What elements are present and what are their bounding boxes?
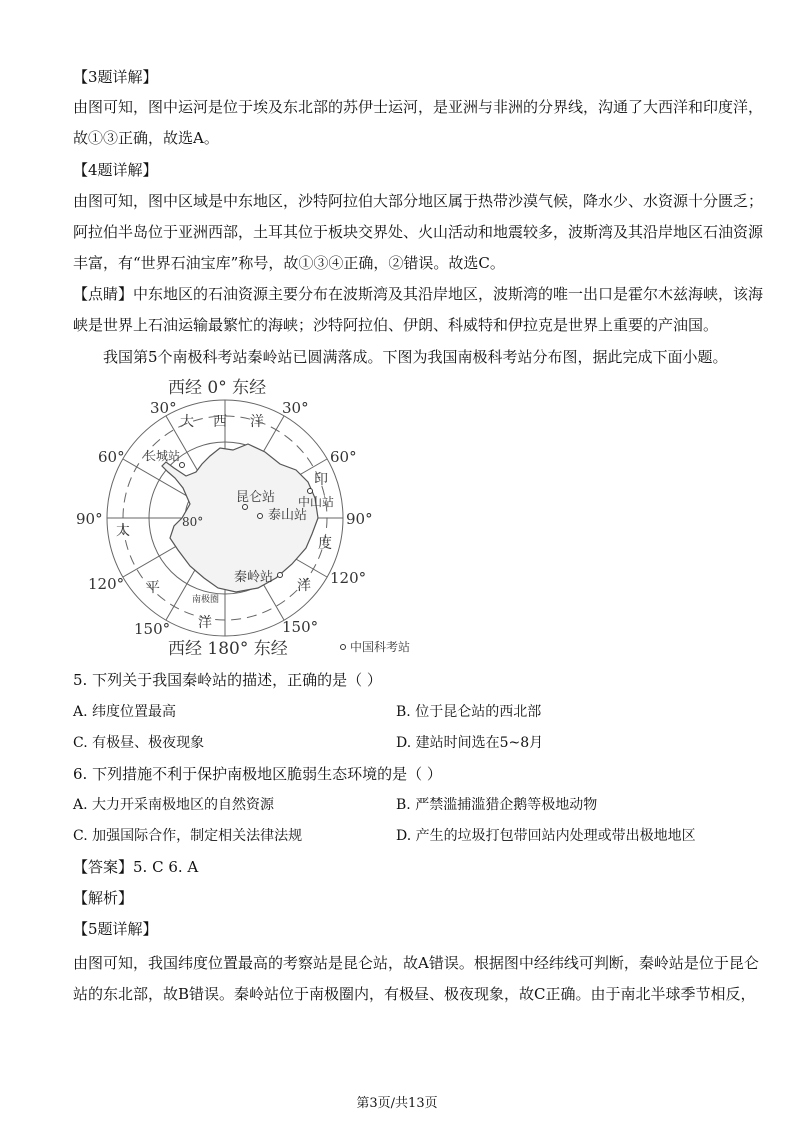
station-zhongshan-label: 中山站	[298, 495, 335, 509]
q3-text-line-2: 故①③正确，故选A。	[73, 129, 219, 147]
ocean-indian-3: 洋	[297, 578, 311, 594]
q3-heading: 【3题详解】	[73, 68, 158, 86]
lat-80-label: 80°	[182, 515, 204, 529]
q5-detail-heading: 【5题详解】	[73, 920, 158, 938]
q5-option-b: B. 位于昆仑站的西北部	[396, 704, 542, 720]
lon-150e-label: 150°	[282, 618, 319, 636]
q6-option-c: C. 加强国际合作，制定相关法律法规	[73, 828, 303, 844]
lon-60w-label: 60°	[98, 448, 125, 466]
ocean-pacific-2: 平	[146, 580, 160, 596]
tip-line-2: 峡是世界上石油运输最繁忙的海峡；沙特阿拉伯、伊朗、科威特和伊拉克是世界上重要的产油国。	[73, 316, 719, 334]
lon-90w-label: 90°	[76, 510, 103, 528]
station-qinling-label: 秦岭站	[234, 570, 274, 585]
station-kunlun-label: 昆仑站	[236, 490, 276, 505]
kunlun-station-marker	[243, 505, 248, 510]
lon-60e-label: 60°	[330, 448, 357, 466]
q4-text-line-1: 由图可知，图中区域是中东地区，沙特阿拉伯大部分地区属于热带沙漠气候，降水少、水资源十分匮乏；	[73, 192, 764, 210]
ocean-atlantic-1: 大	[180, 414, 194, 430]
station-taishan-label: 泰山站	[268, 508, 308, 523]
q5-detail-line-2: 站的东北部，故B错误。秦岭站位于南极圈内，有极昼、极夜现象，故C正确。由于南北半球季节相反，	[73, 985, 756, 1003]
q5-detail-line-1: 由图可知，我国纬度位置最高的考察站是昆仑站，故A错误。根据图中经纬线可判断，秦岭站是位于昆仑	[73, 954, 759, 972]
antarctic-circle-label: 南极圈	[192, 595, 220, 605]
legend-station-marker	[341, 645, 346, 650]
tip-line-1: 【点睛】中东地区的石油资源主要分布在波斯湾及其沿岸地区，波斯湾的唯一出口是霍尔木兹海峡，该海	[73, 285, 764, 303]
lon-150w-label: 150°	[134, 620, 171, 638]
lon-30e-label: 30°	[282, 399, 309, 417]
q4-heading: 【4题详解】	[73, 161, 158, 179]
q4-text-line-3: 丰富，有“世界石油宝库”称号，故①③④正确，②错误。故选C。	[73, 254, 505, 272]
ocean-atlantic-2: 西	[213, 414, 227, 430]
map-bottom-label: 西经 180° 东经	[168, 639, 288, 659]
ocean-indian-1: 印	[314, 472, 328, 488]
q6-option-d: D. 产生的垃圾打包带回站内处理或带出极地地区	[396, 828, 696, 844]
q5-option-c: C. 有极昼、极夜现象	[73, 735, 205, 751]
zhongshan-station-marker	[308, 489, 313, 494]
page-footer: 第3页/共13页	[356, 1096, 438, 1111]
q3-text-line-1: 由图可知，图中运河是位于埃及东北部的苏伊士运河，是亚洲与非洲的分界线，沟通了大西洋和印度洋，	[73, 98, 764, 116]
q5-option-a: A. 纬度位置最高	[73, 704, 177, 720]
lon-90e-label: 90°	[346, 510, 373, 528]
ocean-pacific-1: 太	[116, 523, 130, 539]
legend-label: 中国科考站	[350, 640, 411, 654]
qinling-station-marker	[278, 573, 283, 578]
ocean-pacific-3: 洋	[198, 615, 212, 631]
question-intro: 我国第5个南极科考站秦岭站已圆满落成。下图为我国南极科考站分布图，据此完成下面小题。	[103, 348, 728, 366]
answer-line: 【答案】5. C 6. A	[73, 858, 199, 876]
taishan-station-marker	[258, 514, 263, 519]
antarctica-station-map	[70, 378, 430, 663]
q4-text-line-2: 阿拉伯半岛位于亚洲西部，土耳其位于板块交界处、火山活动和地震较多，波斯湾及其沿岸地区石油资源	[73, 223, 764, 241]
station-changcheng-label: 长城站	[144, 449, 181, 463]
q6-stem: 6. 下列措施不利于保护南极地区脆弱生态环境的是（ ）	[73, 765, 442, 783]
lon-120e-label: 120°	[330, 569, 367, 587]
lon-30w-label: 30°	[150, 399, 177, 417]
analysis-heading: 【解析】	[73, 889, 134, 907]
q6-option-a: A. 大力开采南极地区的自然资源	[73, 797, 275, 813]
lon-120w-label: 120°	[88, 575, 125, 593]
ocean-atlantic-3: 洋	[250, 414, 264, 430]
map-top-label: 西经 0° 东经	[168, 378, 267, 398]
ocean-indian-2: 度	[318, 536, 332, 552]
changcheng-station-marker	[180, 463, 185, 468]
q6-option-b: B. 严禁滥捕滥猎企鹅等极地动物	[396, 797, 598, 813]
q5-option-d: D. 建站时间选在5~8月	[396, 735, 544, 751]
q5-stem: 5. 下列关于我国秦岭站的描述，正确的是（ ）	[73, 671, 382, 689]
